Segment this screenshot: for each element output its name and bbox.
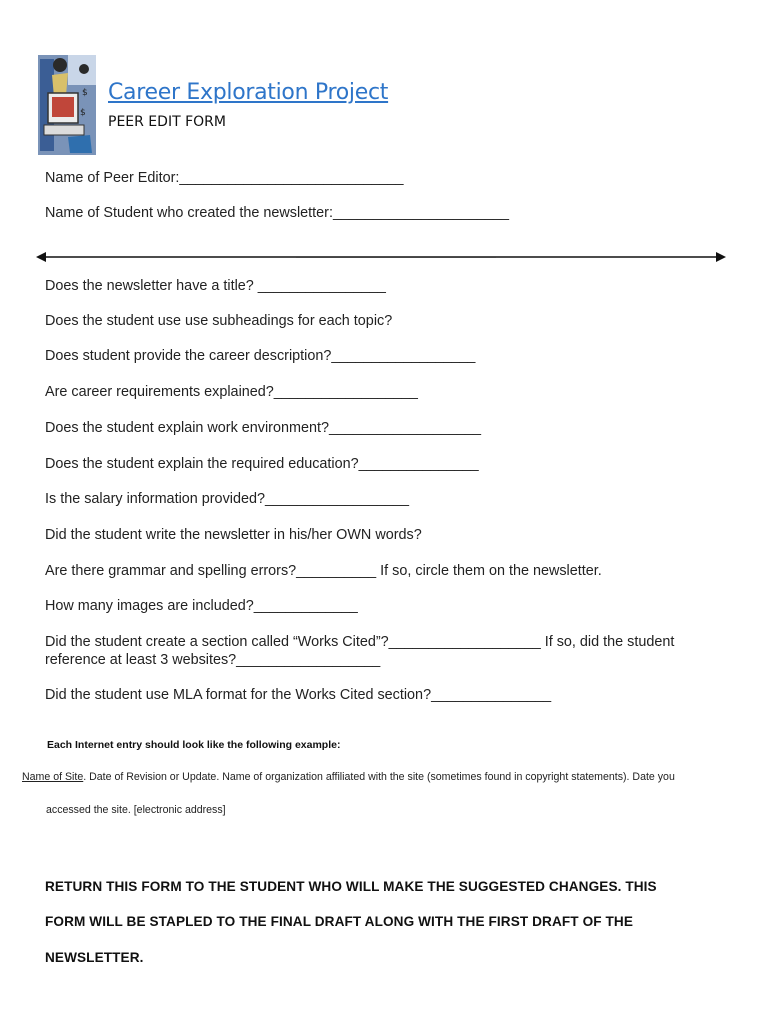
- example-heading: Each Internet entry should look like the following example:: [47, 739, 341, 751]
- question-requirements[interactable]: Are career requirements explained?__________________: [45, 384, 418, 400]
- career-clipart-icon: [38, 55, 96, 155]
- question-works-cited[interactable]: Did the student create a section called “Works Cited”?___________________ If so, did the student: [45, 634, 675, 650]
- question-mla-format[interactable]: Did the student use MLA format for the Works Cited section?_______________: [45, 687, 552, 703]
- question-career-description[interactable]: Does student provide the career description?__________________: [45, 348, 476, 364]
- question-websites[interactable]: reference at least 3 websites?__________________: [45, 652, 381, 668]
- question-own-words[interactable]: Did the student write the newsletter in his/her OWN words?: [45, 527, 422, 543]
- question-salary[interactable]: Is the salary information provided?__________________: [45, 491, 410, 507]
- citation-example-rest: . Date of Revision or Update. Name of organization affiliated with the site (sometimes found in copyright statements). Date you: [83, 771, 675, 783]
- citation-example-line1: [22, 771, 675, 783]
- question-education[interactable]: Does the student explain the required education?_______________: [45, 456, 479, 472]
- page-title: Career Exploration Project: [108, 80, 389, 105]
- question-subheadings[interactable]: Does the student use use subheadings for each topic?: [45, 313, 393, 329]
- instruction-line-3: NEWSLETTER.: [45, 950, 144, 965]
- student-name-field[interactable]: Name of Student who created the newsletter:______________________: [45, 205, 510, 221]
- form-subtitle: PEER EDIT FORM: [108, 114, 226, 130]
- question-images[interactable]: How many images are included?_____________: [45, 598, 358, 614]
- site-name-label: Name of Site: [22, 771, 84, 783]
- svg-text:$: $: [80, 108, 86, 118]
- svg-text:$: $: [82, 88, 88, 98]
- question-grammar[interactable]: Are there grammar and spelling errors?__________ If so, circle them on the newsletter.: [45, 563, 602, 579]
- double-arrow-divider: [36, 249, 726, 265]
- question-title[interactable]: Does the newsletter have a title? ________________: [45, 278, 386, 294]
- instruction-line-2: FORM WILL BE STAPLED TO THE FINAL DRAFT ALONG WITH THE FIRST DRAFT OF THE: [45, 914, 634, 929]
- instruction-line-1: RETURN THIS FORM TO THE STUDENT WHO WILL MAKE THE SUGGESTED CHANGES. THIS: [45, 879, 657, 894]
- peer-editor-field[interactable]: Name of Peer Editor:____________________________: [45, 170, 404, 186]
- question-work-environment[interactable]: Does the student explain work environment?___________________: [45, 420, 482, 436]
- citation-example-line2: accessed the site. [electronic address]: [46, 804, 226, 816]
